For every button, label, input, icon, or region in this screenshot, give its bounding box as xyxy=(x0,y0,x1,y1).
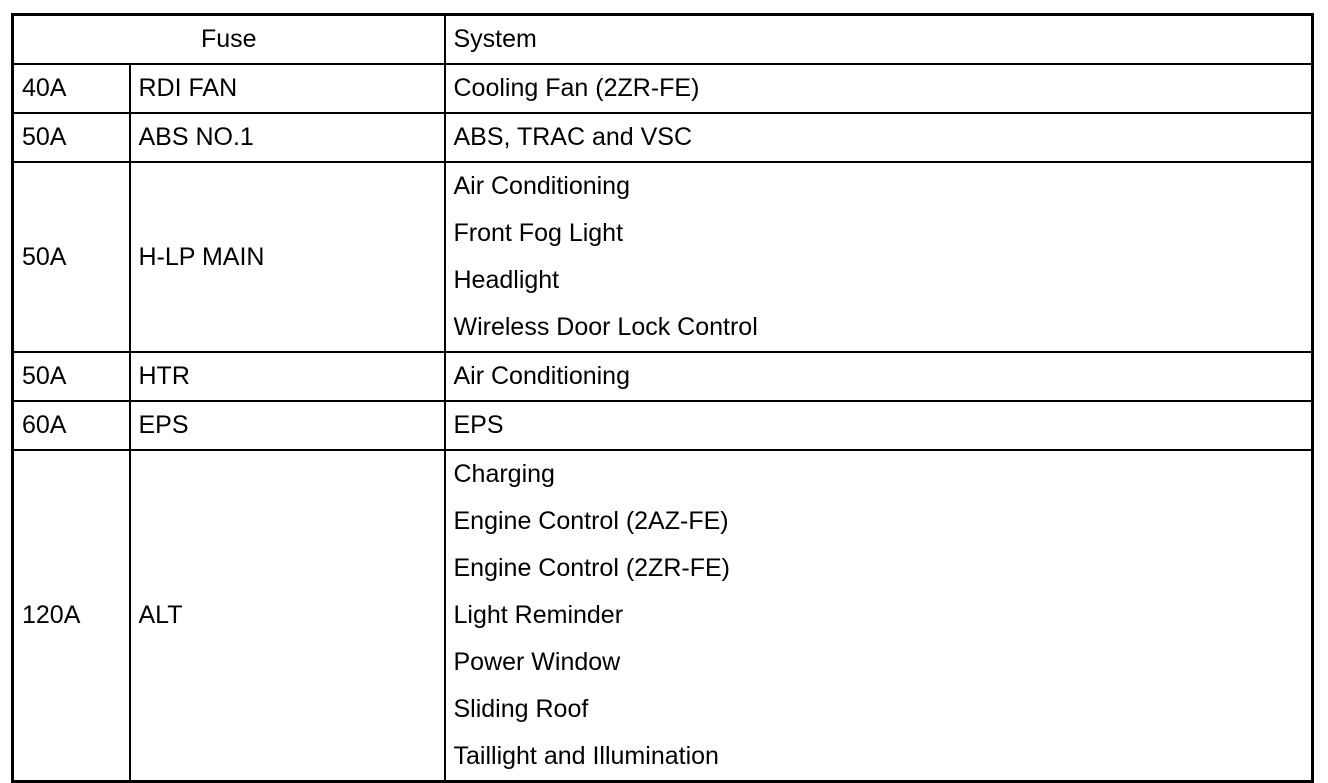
fuse-amperage: 50A xyxy=(13,352,130,401)
table-row xyxy=(13,401,1313,450)
table-row xyxy=(13,162,1313,352)
system-item: Headlight xyxy=(453,266,560,294)
system-item: Front Fog Light xyxy=(453,219,624,247)
fuse-table-body xyxy=(13,15,1313,782)
table-row xyxy=(13,113,1313,162)
header-system: System xyxy=(445,15,1313,65)
table-row xyxy=(13,352,1313,401)
fuse-systems xyxy=(445,113,1313,162)
header-row xyxy=(13,15,1313,65)
fuse-systems xyxy=(445,64,1313,113)
system-item: EPS xyxy=(453,411,504,439)
fuse-systems xyxy=(445,450,1313,782)
system-item: Charging xyxy=(453,460,555,488)
fuse-name: ALT xyxy=(130,450,445,782)
fuse-table xyxy=(11,13,1314,783)
system-item: Wireless Door Lock Control xyxy=(453,313,758,341)
system-item: Taillight and Illumination xyxy=(453,742,719,770)
fuse-name: H-LP MAIN xyxy=(130,162,445,352)
fuse-amperage: 40A xyxy=(13,64,130,113)
table-row xyxy=(13,450,1313,782)
system-item: Cooling Fan (2ZR-FE) xyxy=(453,74,700,102)
system-item: ABS, TRAC and VSC xyxy=(453,123,693,151)
system-item: Power Window xyxy=(453,648,621,676)
system-item: Engine Control (2ZR-FE) xyxy=(453,554,730,582)
fuse-name: RDI FAN xyxy=(130,64,445,113)
fuse-systems xyxy=(445,162,1313,352)
header-fuse: Fuse xyxy=(13,15,445,65)
system-item: Light Reminder xyxy=(453,601,624,629)
fuse-systems xyxy=(445,401,1313,450)
system-item: Air Conditioning xyxy=(453,172,630,200)
fuse-name: HTR xyxy=(130,352,445,401)
fuse-amperage: 60A xyxy=(13,401,130,450)
system-item: Engine Control (2AZ-FE) xyxy=(453,507,729,535)
fuse-name: ABS NO.1 xyxy=(130,113,445,162)
fuse-amperage: 50A xyxy=(13,162,130,352)
fuse-amperage: 120A xyxy=(13,450,130,782)
fuse-name: EPS xyxy=(130,401,445,450)
table-row xyxy=(13,64,1313,113)
system-item: Air Conditioning xyxy=(453,362,630,390)
fuse-systems xyxy=(445,352,1313,401)
fuse-amperage: 50A xyxy=(13,113,130,162)
system-item: Sliding Roof xyxy=(453,695,589,723)
